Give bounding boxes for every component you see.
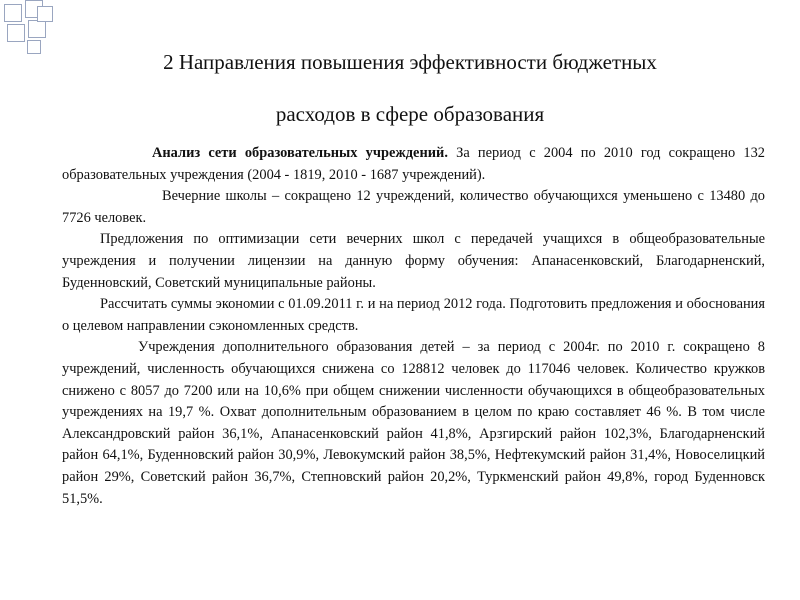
decorative-square bbox=[28, 20, 46, 38]
decorative-square bbox=[4, 4, 22, 22]
slide-title bbox=[80, 36, 740, 140]
paragraph-text: За период с 2004 по 2010 год сокращено 132 образовательных учреждения (2004 - 1819, 2010 - 1687 учреждений). bbox=[62, 145, 765, 183]
corner-squares-decoration bbox=[0, 0, 60, 60]
paragraph-heading: Анализ сети образовательных учреждений. bbox=[152, 145, 448, 161]
paragraph-evening-schools: Вечерние школы – сокращено 12 учреждений, количество обучающихся уменьшено с 13480 до 7726 человек. bbox=[62, 188, 765, 226]
title-line-1: 2 Направления повышения эффективности бюджетных bbox=[163, 50, 657, 74]
slide-body bbox=[62, 143, 765, 510]
paragraph-optimization-proposals: Предложения по оптимизации сети вечерних школ с передачей учащихся в общеобразовательные учреждения и получении лицензии на данную форму обучения: Апанасенковский, Благодарненский, Буденновский, Советский муниципальные районы. bbox=[62, 231, 765, 291]
title-line-2: расходов в сфере образования bbox=[275, 102, 545, 126]
paragraph-network-analysis bbox=[62, 143, 765, 186]
paragraph-savings-calculation: Рассчитать суммы экономии с 01.09.2011 г. и на период 2012 года. Подготовить предложения и обоснования о целевом направлении сэкономленных средств. bbox=[62, 296, 765, 334]
decorative-square bbox=[27, 40, 41, 54]
decorative-square bbox=[7, 24, 25, 42]
paragraph-additional-education: Учреждения дополнительного образования детей – за период с 2004г. по 2010 г. сокращено 8 учреждений, численность обучающихся снижена со 128812 человек до 117046 человек. Количество кружков снижено с 8057 до 7200 или на 10,6% при общем снижении численности обучающихся в общеобразовательных учреждениях на 19,7 %. Охват дополнительным образованием в целом по краю составляет 46 %. В том числе Александровский район 36,1%, Апанасенковский район 41,8%, Арзгирский район 102,3%, Благодарненский район 64,1%, Буденновский район 30,9%, Левокумский район 38,5%, Нефтекумский район 31,4%, Новоселицкий район 29%, Советский район 36,7%, Степновский район 20,2%, Туркменский район 49,8%, город Буденновск 51,5%. bbox=[62, 339, 765, 507]
decorative-square bbox=[37, 6, 53, 22]
